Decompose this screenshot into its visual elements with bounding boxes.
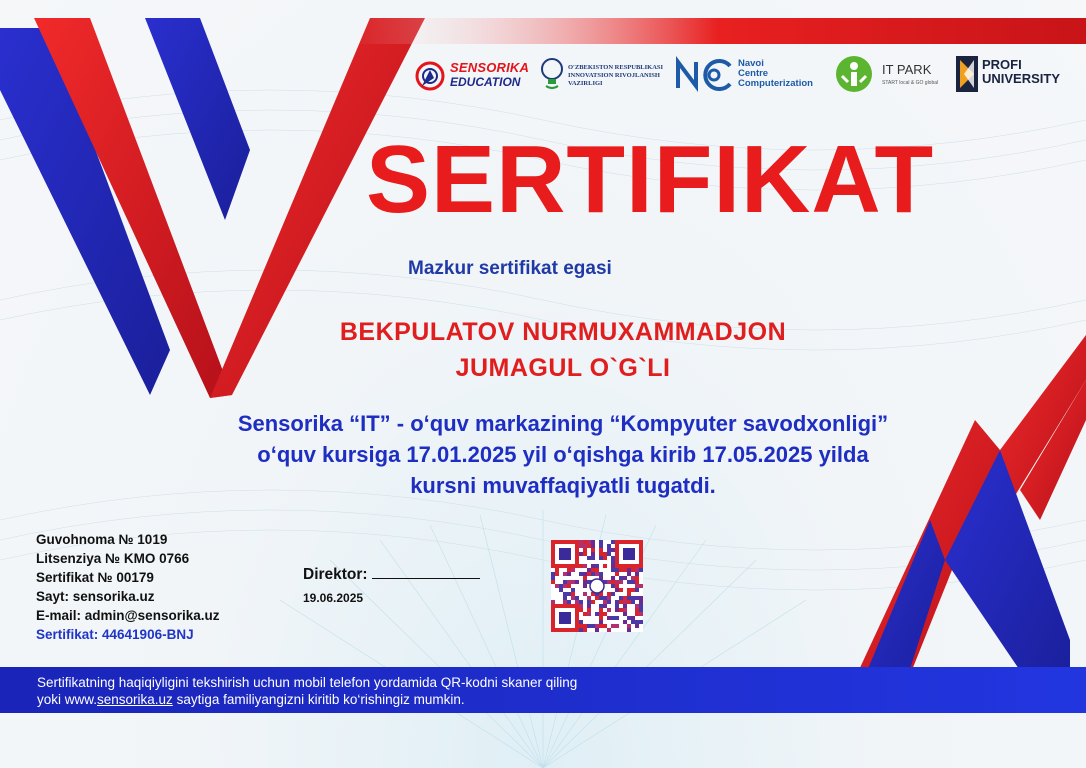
email[interactable]: E-mail: admin@sensorika.uz <box>36 608 220 623</box>
footer-line2-prefix: yoki www. <box>37 692 98 707</box>
course-description <box>30 408 1086 501</box>
nc-logo-icon <box>674 56 736 92</box>
issue-date: 19.06.2025 <box>303 591 364 605</box>
guvohnoma-number: Guvohnoma № 1019 <box>36 532 168 547</box>
footer-line2 <box>37 691 577 708</box>
ministry-logo: O'ZBEKISTON RESPUBLIKASI INNOVATSION RIVOJLANISH VAZIRLIGI <box>538 54 678 94</box>
recipient-name-line1: BEKPULATOV NURMUXAMMADJON <box>339 318 787 346</box>
sensorika-logo: SENSORIKA EDUCATION <box>412 56 532 92</box>
profi-university-logo: PROFI UNIVERSITY <box>956 54 1086 94</box>
course-description-line1: Sensorika “IT” - o‘quv markazining “Kompyuter savodxonligi” <box>237 411 889 436</box>
navoi-logo: Navoi Centre Computerization <box>674 56 834 92</box>
footer-line1: Sertifikatning haqiqiyligini tekshirish uchun mobil telefon yordamida QR-kodni skaner qiling <box>37 675 578 690</box>
partner-logos <box>412 52 1082 96</box>
license-number: Litsenziya № KMO 0766 <box>36 551 190 566</box>
director-signature <box>303 566 480 584</box>
qr-code-icon[interactable] <box>551 540 643 632</box>
course-description-line2: o‘quv kursiga 17.01.2025 yil o‘qishga kirib 17.05.2025 yilda <box>257 442 869 467</box>
director-label: Direktor: <box>303 566 368 583</box>
certificate-id: Sertifikat: 44641906-BNJ <box>36 627 194 642</box>
lightbulb-logo-icon <box>538 56 566 92</box>
owner-label: Mazkur sertifikat egasi <box>408 258 612 279</box>
sensorika-logo-icon <box>412 56 448 92</box>
registration-info <box>36 530 219 644</box>
course-description-line3: kursni muvaffaqiyatli tugatdi. <box>410 473 716 498</box>
website[interactable]: Sayt: sensorika.uz <box>36 589 155 604</box>
certificate-number: Sertifikat № 00179 <box>36 570 154 585</box>
signature-line <box>372 568 480 579</box>
itpark-logo: IT PARK START local & GO global <box>832 54 952 94</box>
footer-site-link[interactable]: sensorika.uz <box>97 692 173 707</box>
profi-logo-icon <box>956 56 978 92</box>
itpark-logo-icon <box>832 54 876 94</box>
recipient-name-line2: JUMAGUL O`G`LI <box>455 354 671 382</box>
footer-line2-suffix: saytiga familiyangizni kiritib ko‘rishingiz mumkin. <box>172 692 465 707</box>
footer-text <box>37 674 577 708</box>
certificate-title: SERTIFIKAT <box>366 126 935 233</box>
